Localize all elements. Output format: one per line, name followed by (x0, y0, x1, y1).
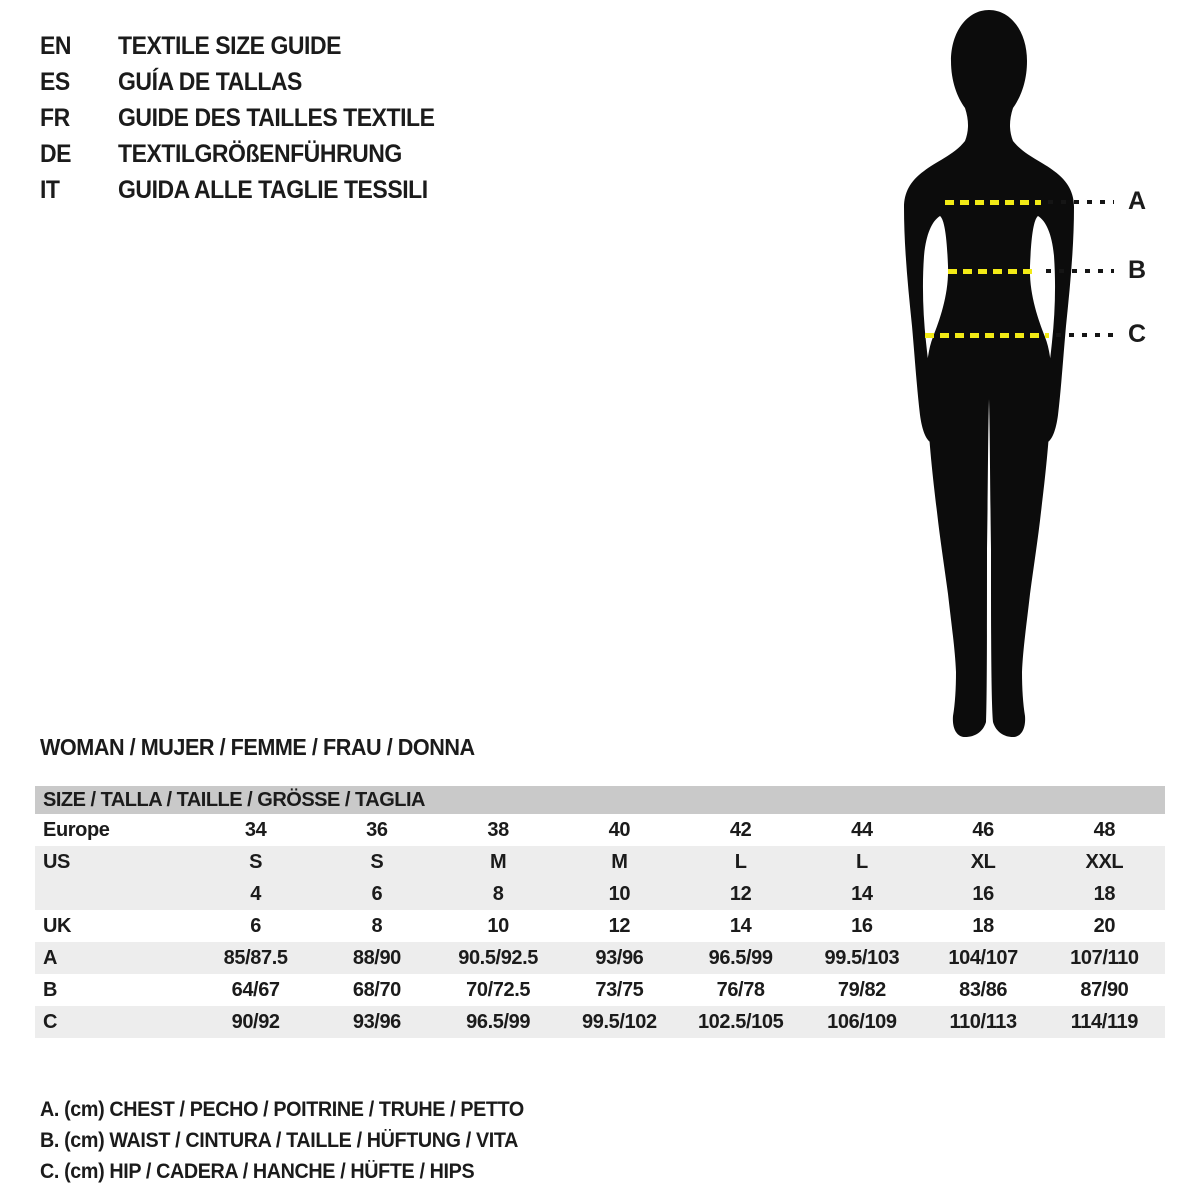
legend-row-es (40, 64, 462, 100)
language-code: EN (40, 31, 72, 60)
language-title: TEXTILGRÖßENFÜHRUNG (118, 139, 402, 168)
legend-row-de (40, 136, 462, 172)
table-row-uk (35, 910, 1165, 942)
language-title: GUÍA DE TALLAS (118, 67, 302, 96)
table-cell: 106/109 (827, 1010, 897, 1033)
table-cell: 70/72.5 (466, 978, 531, 1001)
table-row-us-numeric (35, 878, 1165, 910)
table-cell: 90/92 (231, 1010, 280, 1033)
table-cell: M (611, 850, 628, 873)
measure-line-dots-b (1046, 269, 1114, 273)
table-cell: 48 (1093, 818, 1116, 841)
note-line-a: A. (cm) CHEST / PECHO / POITRINE / TRUHE / PETTO (40, 1098, 524, 1121)
legend-row-it (40, 172, 462, 208)
table-cell: 10 (608, 882, 631, 905)
table-cell: 96.5/99 (708, 946, 773, 969)
legend-row-fr (40, 100, 462, 136)
table-cell: 18 (1093, 882, 1116, 905)
table-cell: 107/110 (1070, 946, 1139, 969)
table-cell: L (734, 850, 747, 873)
table-cell: 8 (371, 914, 383, 937)
measure-label-c: C (1128, 320, 1147, 348)
table-cell: 6 (250, 914, 261, 937)
table-cell: 44 (851, 818, 873, 841)
table-cell: 38 (487, 818, 509, 841)
table-row-us (35, 846, 1165, 878)
language-code: IT (40, 175, 60, 204)
table-cell: 73/75 (595, 978, 644, 1001)
table-cell: 93/96 (352, 1010, 401, 1033)
woman-silhouette-path (904, 10, 1074, 737)
table-cell: 34 (244, 818, 267, 841)
table-cell: 85/87.5 (223, 946, 288, 969)
table-cell: 6 (371, 882, 383, 905)
table-cell: 16 (972, 882, 994, 905)
language-code: DE (40, 139, 72, 168)
measure-label-b: B (1128, 256, 1147, 284)
table-cell: 20 (1093, 914, 1116, 937)
table-cell: M (489, 850, 507, 873)
table-cell: 87/90 (1080, 978, 1129, 1001)
measurement-notes (40, 1094, 555, 1187)
table-cell: S (249, 850, 263, 873)
table-cell: 76/78 (716, 978, 765, 1001)
table-cell: 99.5/103 (824, 946, 900, 969)
table-cell: 40 (608, 818, 631, 841)
size-table-body (35, 814, 1165, 1038)
table-cell: 102.5/105 (697, 1010, 784, 1033)
note-line-c: C. (cm) HIP / CADERA / HANCHE / HÜFTE / HIPS (40, 1160, 475, 1183)
table-cell: 12 (608, 914, 631, 937)
table-cell: 10 (487, 914, 509, 937)
note-line-b: B. (cm) WAIST / CINTURA / TAILLE / HÜFTUNG / VITA (40, 1129, 518, 1152)
table-row-b (35, 974, 1165, 1006)
table-cell: 83/86 (959, 978, 1008, 1001)
table-cell: 99.5/102 (582, 1010, 657, 1033)
row-label: B (43, 978, 58, 1001)
row-label: UK (43, 914, 72, 937)
size-table-header: SIZE / TALLA / TAILLE / GRÖSSE / TAGLIA (35, 786, 1165, 814)
table-cell: 4 (250, 882, 261, 905)
table-cell: 12 (729, 882, 752, 905)
language-title: GUIDA ALLE TAGLIE TESSILI (118, 175, 428, 204)
table-cell: 14 (851, 882, 873, 905)
table-row-europe (35, 814, 1165, 846)
measure-line-yellow-c (925, 333, 1049, 338)
table-cell: 96.5/99 (466, 1010, 531, 1033)
table-cell: 16 (851, 914, 873, 937)
measure-line-dots-c (1056, 333, 1114, 337)
table-row-a (35, 942, 1165, 974)
table-cell: 42 (729, 818, 752, 841)
table-cell: 88/90 (352, 946, 401, 969)
table-cell: 8 (492, 882, 504, 905)
row-label: Europe (43, 818, 110, 841)
table-cell: S (370, 850, 384, 873)
size-table (35, 786, 1165, 1038)
table-cell: XXL (1085, 850, 1124, 873)
table-cell: 93/96 (595, 946, 644, 969)
language-legend (40, 28, 462, 208)
table-cell: 14 (729, 914, 752, 937)
row-label: C (43, 1010, 58, 1033)
table-cell: 18 (972, 914, 994, 937)
table-cell: XL (970, 850, 996, 873)
language-code: FR (40, 103, 70, 132)
table-cell: 68/70 (352, 978, 401, 1001)
table-cell: 104/107 (948, 946, 1018, 969)
table-row-c (35, 1006, 1165, 1038)
measure-line-yellow-b (948, 269, 1034, 274)
section-title: WOMAN / MUJER / FEMME / FRAU / DONNA (40, 734, 475, 760)
measure-line-yellow-a (945, 200, 1041, 205)
woman-silhouette-figure (890, 4, 1120, 744)
measure-label-a: A (1128, 187, 1147, 215)
table-cell: 114/119 (1070, 1010, 1139, 1033)
legend-row-en (40, 28, 462, 64)
table-cell: 46 (972, 818, 994, 841)
table-cell: 79/82 (837, 978, 886, 1001)
row-label: A (43, 946, 58, 969)
measure-line-dots-a (1048, 200, 1114, 204)
language-title: GUIDE DES TAILLES TEXTILE (118, 103, 435, 132)
table-cell: 36 (366, 818, 388, 841)
language-code: ES (40, 67, 70, 96)
table-cell: L (855, 850, 868, 873)
row-label: US (43, 850, 70, 873)
table-cell: 64/67 (231, 978, 280, 1001)
language-title: TEXTILE SIZE GUIDE (118, 31, 342, 60)
table-cell: 110/113 (949, 1010, 1017, 1033)
table-cell: 90.5/92.5 (458, 946, 539, 969)
